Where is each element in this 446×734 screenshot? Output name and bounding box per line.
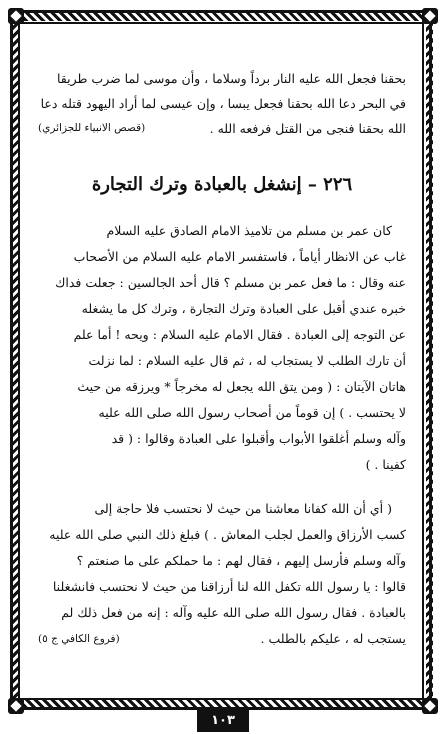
- source-citation: (فروع الكافي ج ٥): [38, 633, 120, 645]
- text-line: أن تارك الطلب لا يستجاب له ، ثم قال عليه السلام : لما نزلت: [88, 353, 406, 368]
- text-line: عنه وقال : ما فعل عمر بن مسلم ؟ قال أحد الجالسين : جعلت فداك: [55, 275, 406, 290]
- top-section: [38, 66, 406, 141]
- text-line: غاب عن الانظار أياماً ، فاستفسر الامام عليه السلام من الأصحاب: [73, 249, 406, 264]
- text-line: كان عمر بن مسلم من تلاميذ الامام الصادق عليه السلام: [106, 223, 392, 238]
- narrative-section: [38, 218, 406, 478]
- corner-ornament-icon: [8, 698, 24, 714]
- citation-line: [38, 116, 406, 141]
- text-line: خبره عندي أقبل على العبادة وترك التجارة ، وترك كل ما يشغله: [81, 301, 406, 316]
- second-section: [38, 496, 406, 652]
- citation-line: [38, 626, 406, 652]
- text-line: قالوا : يا رسول الله تكفل الله لنا أرزاقنا من حيث لا نحتسب فانشغلنا: [52, 579, 406, 594]
- text-line: يستجب له ، عليكم بالطلب .: [260, 631, 406, 646]
- text-line: هاتان الآيتان : ( ومن يتق الله يجعل له مخرجاً * ويرزقه من حيث: [77, 379, 406, 394]
- source-citation: (قصص الانبياء للجزائري): [38, 122, 146, 134]
- text-line: وآله وسلم أغلقوا الأبواب وأقبلوا على العبادة وقالوا : ( قد: [111, 431, 406, 446]
- corner-ornament-icon: [8, 8, 24, 24]
- text-line: كفينا . ): [365, 457, 406, 472]
- text-line: وآله وسلم فأرسل إليهم ، فقال لهم : ما حملكم على ما صنعتم ؟: [76, 553, 406, 568]
- text-line: الله بحقنا فنجى من القتل فرفعه الله .: [209, 121, 406, 136]
- text-line: بحقنا فجعل الله عليه النار برداً وسلاما ، وأن موسى لما ضرب طريقا: [57, 71, 406, 86]
- page-number: ١٠٣: [197, 710, 249, 732]
- text-line: كسب الأرزاق والعمل لجلب المعاش . ) فبلغ ذلك النبي صلى الله عليه: [49, 527, 406, 542]
- corner-ornament-icon: [422, 698, 438, 714]
- text-line: بالعبادة . فقال رسول الله صلى الله عليه وآله : إنه من فعل ذلك لم: [61, 605, 406, 620]
- text-line: في البحر دعا الله بحقنا فجعل يبسا ، وإن عيسى لما أراد اليهود قتله دعا: [40, 96, 406, 111]
- text-line: لا يحتسب . ) إن قوماً من أصحاب رسول الله صلى الله عليه: [98, 405, 406, 420]
- text-line: ( أي أن الله كفانا معاشنا من حيث لا نحتسب فلا حاجة إلى: [94, 501, 392, 516]
- text-line: عن التوجه إلى العبادة . فقال الامام عليه السلام : ويحه ! أما علم: [73, 327, 406, 342]
- corner-ornament-icon: [422, 8, 438, 24]
- section-heading: ٢٢٦ – إنشغل بالعبادة وترك التجارة: [91, 174, 353, 195]
